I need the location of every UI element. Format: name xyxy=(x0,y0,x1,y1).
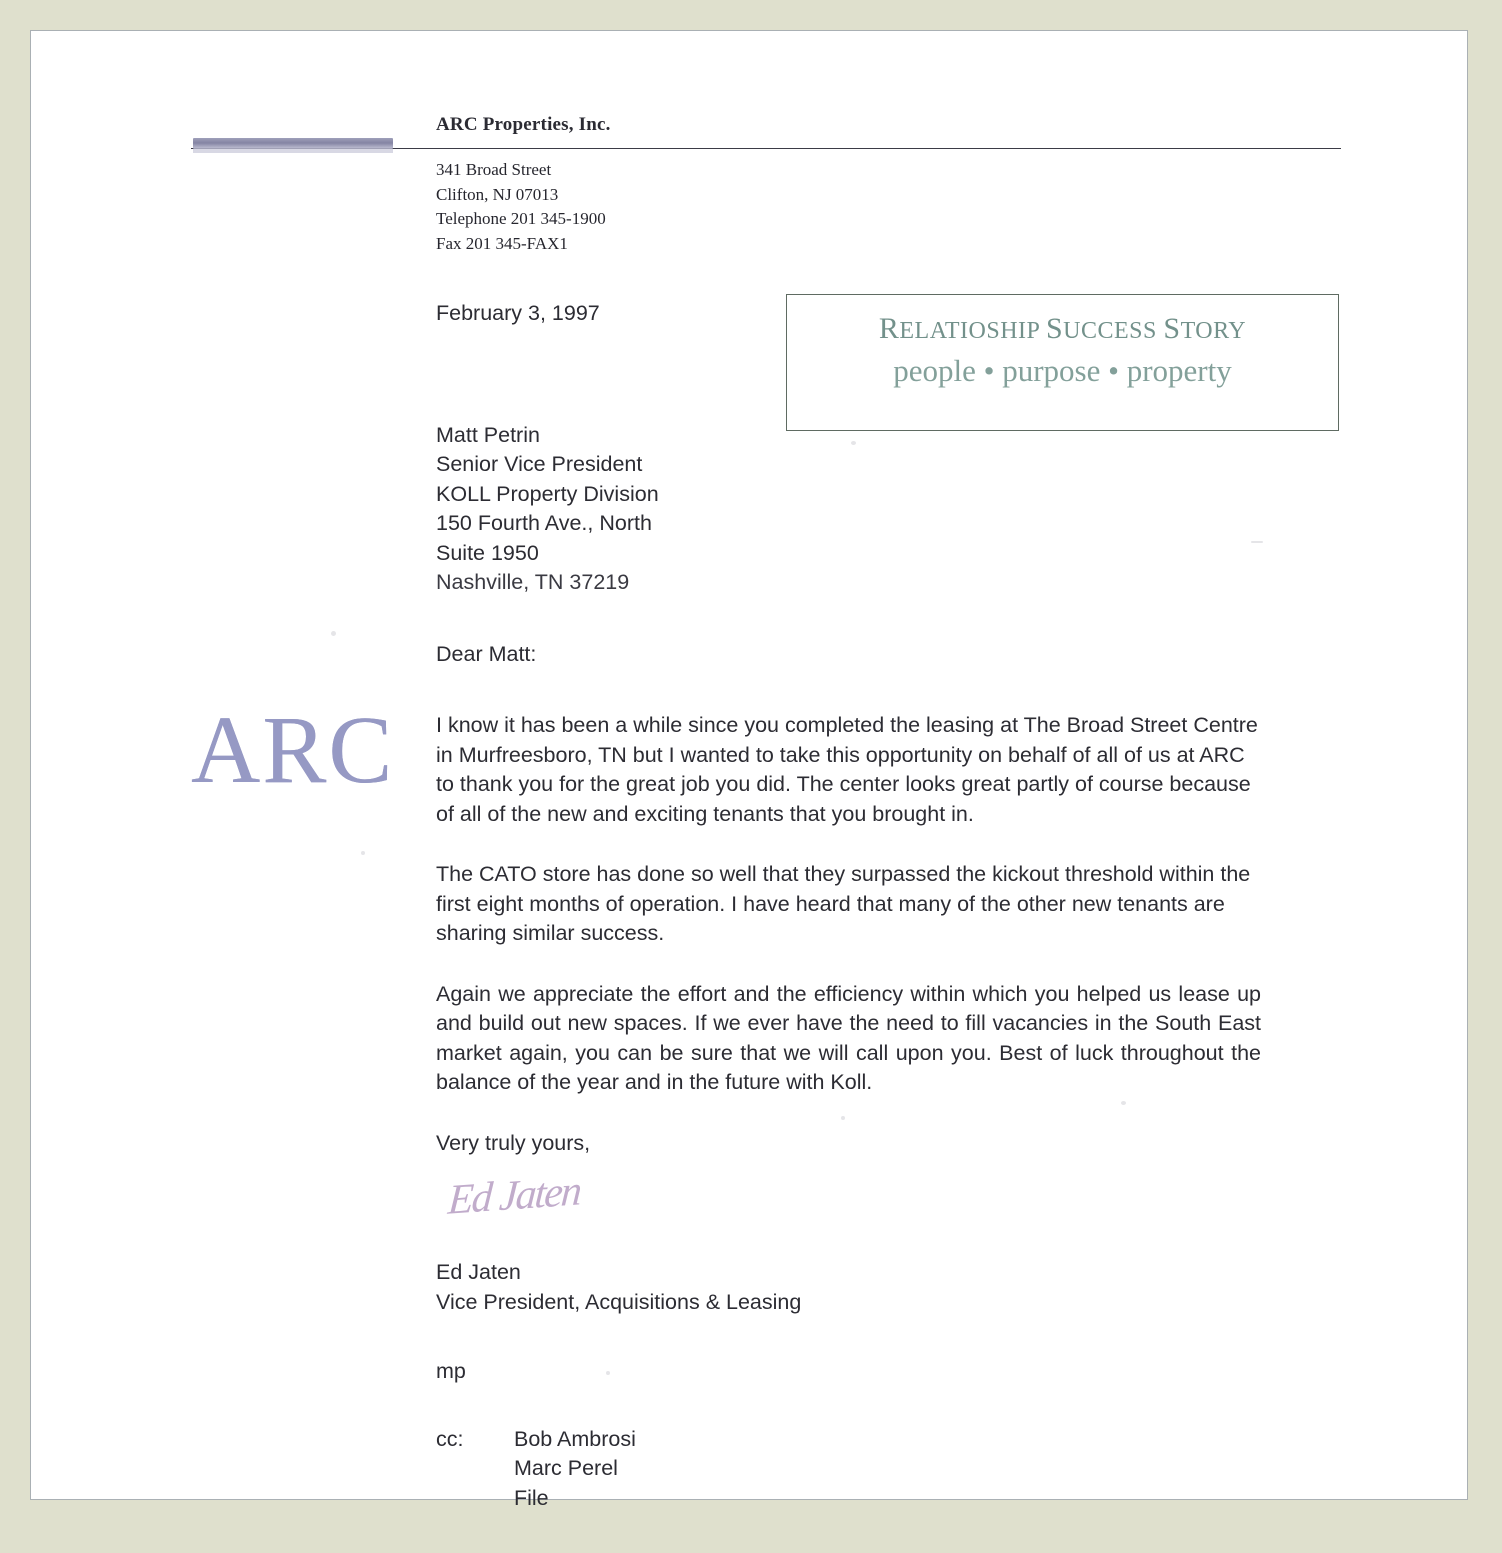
scan-speck-icon xyxy=(361,851,365,855)
cc-block xyxy=(436,1425,1261,1514)
scan-artifact-bar-icon xyxy=(193,138,393,149)
cc-label: cc: xyxy=(436,1426,464,1451)
arc-logo: ARC xyxy=(191,696,395,803)
addressee-line: Senior Vice President xyxy=(436,452,643,476)
cc-recipient: Marc Perel xyxy=(514,1456,618,1480)
addressee-line: Suite 1950 xyxy=(436,540,539,565)
letterhead-row xyxy=(191,86,1341,135)
letterhead xyxy=(191,86,1341,253)
addressee-line: KOLL Property Division xyxy=(436,481,659,506)
body-paragraph-3: Again we appreciate the effort and the efficiency within which you helped us lease up and build out new spaces. If we ever have the need to fill vacancies in the South East market again, you can be sure that we will call upon you. Best of luck throughout the balance of the year and in the future with Koll. xyxy=(436,981,1261,1094)
story-title-small-caps-2: UCCESS xyxy=(1063,318,1164,344)
cc-recipient: File xyxy=(514,1485,549,1510)
addressee-line: Matt Petrin xyxy=(436,422,540,447)
address-line: 341 Broad Street xyxy=(436,160,552,179)
salutation: Dear Matt: xyxy=(436,641,537,666)
scanned-letter-page xyxy=(30,30,1468,1510)
scan-speck-icon xyxy=(851,441,856,445)
body-paragraph-2: The CATO store has done so well that they surpassed the kickout threshold within the first eight months of operation. I have heard that many of the other new tenants are sharing similar success. xyxy=(436,862,1251,945)
signature xyxy=(436,1168,1261,1258)
scan-dash-icon xyxy=(1251,541,1263,543)
scan-speck-icon xyxy=(841,1116,845,1120)
closing-line: Very truly yours, xyxy=(436,1130,591,1155)
scan-speck-icon xyxy=(331,631,336,636)
letter-body xyxy=(436,299,1261,1513)
story-box-subtitle: people • purpose • property xyxy=(893,353,1232,388)
addressee-line: 150 Fourth Ave., North xyxy=(436,511,652,535)
story-title-small-caps-1: ELATIOSHIP xyxy=(899,318,1046,344)
signer-title: Vice President, Acquisitions & Leasing xyxy=(436,1289,802,1314)
letterhead-address xyxy=(436,158,606,256)
scan-artifact-bar-shadow-icon xyxy=(193,149,393,153)
scan-speck-icon xyxy=(606,1371,610,1375)
addressee-block xyxy=(436,421,1261,598)
signer-name: Ed Jaten xyxy=(436,1260,521,1284)
handwritten-signature-icon: Ed Jaten xyxy=(446,1168,582,1224)
body-paragraph-1: I know it has been a while since you completed the leasing at The Broad Street Centre in Murfreesboro, TN but I wanted to take this opportunity on behalf of all of us at ARC to thank you for the great job you did. The center looks great partly of course because of all of the new and exciting tenants that you brought in. xyxy=(436,713,1258,826)
address-line: Clifton, NJ 07013 xyxy=(436,184,559,204)
story-title-small-caps-3: TORY xyxy=(1180,318,1247,344)
address-line: Telephone 201 345-1900 xyxy=(436,209,606,228)
cc-recipient: Bob Ambrosi xyxy=(514,1426,636,1451)
company-name: ARC Properties, Inc. xyxy=(436,114,611,135)
story-title-cap-1: R xyxy=(878,312,900,345)
cc-recipients xyxy=(514,1425,636,1514)
typist-initials: mp xyxy=(436,1359,466,1383)
story-title-cap-2: S xyxy=(1045,312,1064,345)
letter-date: February 3, 1997 xyxy=(436,301,600,325)
addressee-line: Nashville, TN 37219 xyxy=(436,570,630,594)
story-title-cap-3: S xyxy=(1163,312,1181,345)
address-line: Fax 201 345-FAX1 xyxy=(436,233,568,253)
signature-block xyxy=(436,1258,1261,1317)
scan-speck-icon xyxy=(1121,1101,1126,1105)
